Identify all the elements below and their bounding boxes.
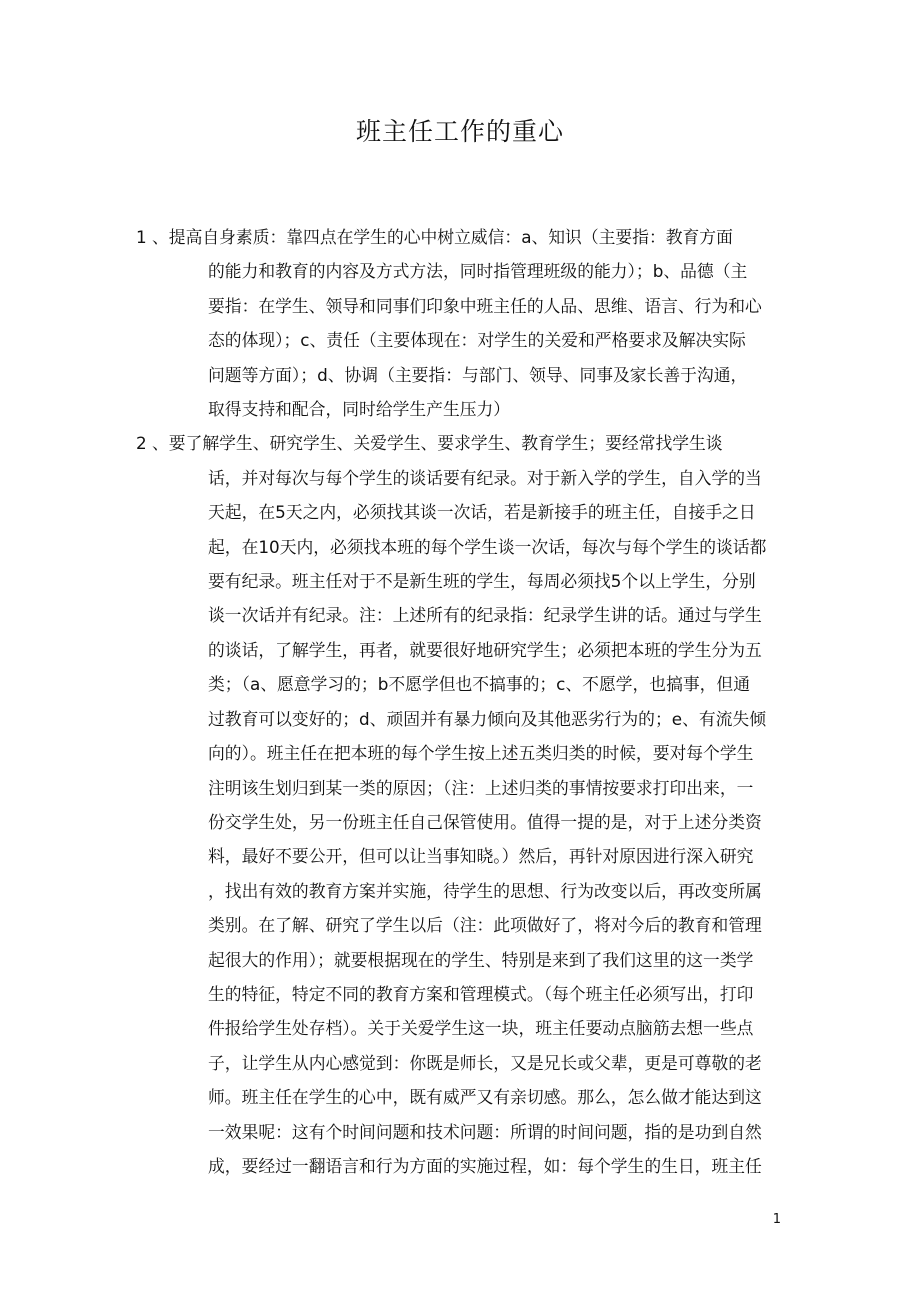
list-item-2 <box>136 426 796 1183</box>
text-line: 份交学生处，另一份班主任自己保管使用。值得一提的是，对于上述分类资 <box>208 811 762 832</box>
text-line: 态的体现）；c、责任（主要体现在：对学生的关爱和严格要求及解决实际 <box>208 330 746 351</box>
text-line: 取得支持和配合，同时给学生产生压力） <box>208 399 511 420</box>
text-line: 谈一次话并有纪录。注：上述所有的纪录指：纪录学生讲的话。通过与学生 <box>208 605 762 626</box>
text-line: 过教育可以变好的；d、顽固并有暴力倾向及其他恶劣行为的；e、有流失倾 <box>208 708 766 729</box>
list-item-number: 2 <box>136 433 147 454</box>
text-line: 类别。在了解、研究了学生以后（注：此项做好了，将对今后的教育和管理 <box>208 915 762 936</box>
list-item-1 <box>136 220 796 426</box>
text-line: 、要了解学生、研究学生、关爱学生、要求学生、教育学生；要经常找学生谈 <box>152 433 723 454</box>
text-line: 天起，在5天之内，必须找其谈一次话，若是新接手的班主任，自接手之日 <box>208 502 756 523</box>
text-line: 一效果呢：这有个时间问题和技术问题：所谓的时间问题，指的是功到自然 <box>208 1121 762 1142</box>
text-line: 向的）。班主任在把本班的每个学生按上述五类归类的时候，要对每个学生 <box>208 743 754 764</box>
text-line: 起很大的作用）；就要根据现在的学生、特别是来到了我们这里的这一类学 <box>208 949 754 970</box>
text-line: 件报给学生处存档）。关于关爱学生这一块，班主任要动点脑筋去想一些点 <box>208 1018 754 1039</box>
text-line: 生的特征，特定不同的教育方案和管理模式。（每个班主任必须写出，打印 <box>208 983 754 1004</box>
list-item-number: 1 <box>136 227 147 247</box>
text-line: 的能力和教育的内容及方式方法，同时指管理班级的能力）；b、品德（主 <box>208 261 748 282</box>
text-line: 子，让学生从内心感觉到：你既是师长，又是兄长或父辈，更是可尊敬的老 <box>208 1052 762 1073</box>
text-line: 类；（a、愿意学习的；b不愿学但也不搞事的；c、不愿学，也搞事，但通 <box>208 674 750 695</box>
text-line: 起，在10天内，必须找本班的每个学生谈一次话，每次与每个学生的谈话都 <box>208 536 767 557</box>
text-line: ，找出有效的教育方案并实施，待学生的思想、行为改变以后，再改变所属 <box>208 880 762 901</box>
text-line: 注明该生划归到某一类的原因；（注：上述归类的事情按要求打印出来，一 <box>208 777 754 798</box>
text-line: 要指：在学生、领导和同事们印象中班主任的人品、思维、语言、行为和心 <box>208 295 762 316</box>
text-line: 话，并对每次与每个学生的谈话要有纪录。对于新入学的学生，自入学的当 <box>208 467 762 488</box>
text-line: 要有纪录。班主任对于不是新生班的学生，每周必须找5个以上学生，分别 <box>208 571 756 592</box>
text-line: 师。班主任在学生的心中，既有威严又有亲切感。那么，怎么做才能达到这 <box>208 1087 762 1108</box>
list-item-text <box>152 426 796 1183</box>
text-line: 、提高自身素质：靠四点在学生的心中树立威信：a、知识（主要指：教育方面 <box>152 227 733 247</box>
document-body <box>136 220 796 1183</box>
text-line: 料，最好不要公开，但可以让当事知晓。）然后，再针对原因进行深入研究 <box>208 846 754 867</box>
page-number: 1 <box>772 1212 781 1227</box>
text-line: 成，要经过一翻语言和行为方面的实施过程，如：每个学生的生日，班主任 <box>208 1155 762 1176</box>
document-title: 班主任工作的重心 <box>355 117 564 146</box>
text-line: 的谈话，了解学生，再者，就要很好地研究学生；必须把本班的学生分为五 <box>208 639 762 660</box>
text-line: 问题等方面）；d、协调（主要指：与部门、领导、同事及家长善于沟通， <box>208 364 748 385</box>
list-item-text <box>152 220 796 426</box>
